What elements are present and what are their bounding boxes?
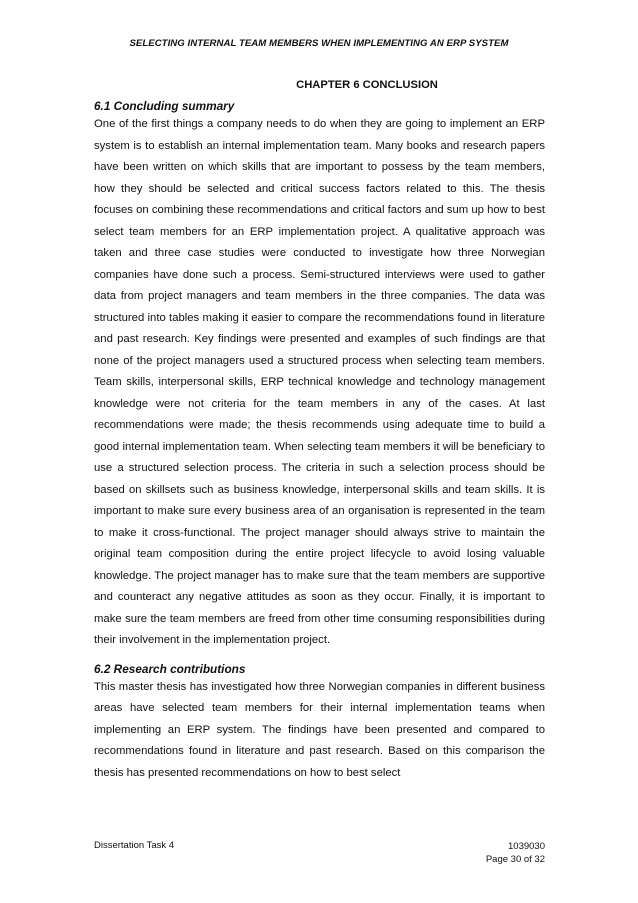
section-heading-research-contributions: 6.2 Research contributions — [94, 661, 246, 676]
footer-right — [486, 840, 545, 866]
section-heading-concluding-summary: 6.1 Concluding summary — [94, 99, 235, 113]
running-header: SELECTING INTERNAL TEAM MEMBERS WHEN IMPLEMENTING AN ERP SYSTEM — [129, 38, 509, 49]
footer-student-id: 1039030 — [508, 841, 545, 852]
section-body-research-contributions: This master thesis has investigated how three Norwegian companies in different business areas have selected team members for their internal implementation teams when implementing an ERP system. The findings have been presented and compared to recommendations found in literature and past research. Based on this comparison the thesis has presented recommendations on how to best select — [94, 680, 545, 779]
footer-page-number: Page 30 of 32 — [485, 854, 545, 865]
footer-course: Dissertation Task 4 — [94, 840, 175, 851]
section-body-concluding-summary: One of the first things a company needs to do when they are going to implement an ERP system is to establish an internal implementation team. Many books and research papers have been written on which skills that are important to possess by the team members, how they should be selected and critical success factors related to this. The thesis focuses on combining these recommendations and critical factors and sum up how to best select team members for an ERP implementation project. A qualitative approach was taken and three case studies were conducted to investigate how three Norwegian companies have done such a process. Semi-structured interviews were used to gather data from project managers and team members in the three companies. The data was structured into tables making it easier to compare the recommendations found in literature and past research. Key findings were presented and examples of such findings are that none of the project managers used a structured process when selecting team members. Team skills, interpersonal skills, ERP technical knowledge and technology management knowledge were not criteria for the team members in any of the cases. At last recommendations were made; the thesis recommends using adequate time to build a good internal implementation team. When selecting team members it will be beneficiary to use a structured selection process. The criteria in such a selection process should be based on skillsets such as business knowledge, interpersonal skills and team skills. It is important to make sure every business area of an organisation is represented in the team to make it cross-functional. The project manager should always strive to maintain the original team composition during the entire project lifecycle to avoid losing valuable knowledge. The project manager has to make sure that the team members are supportive and counteract any negative attitudes as soon as they occur. Finally, it is important to make sure the team members are freed from other time consuming responsibilities during their involvement in the implementation project. — [94, 118, 545, 646]
main-content — [94, 98, 545, 784]
chapter-title: CHAPTER 6 CONCLUSION — [296, 79, 438, 91]
